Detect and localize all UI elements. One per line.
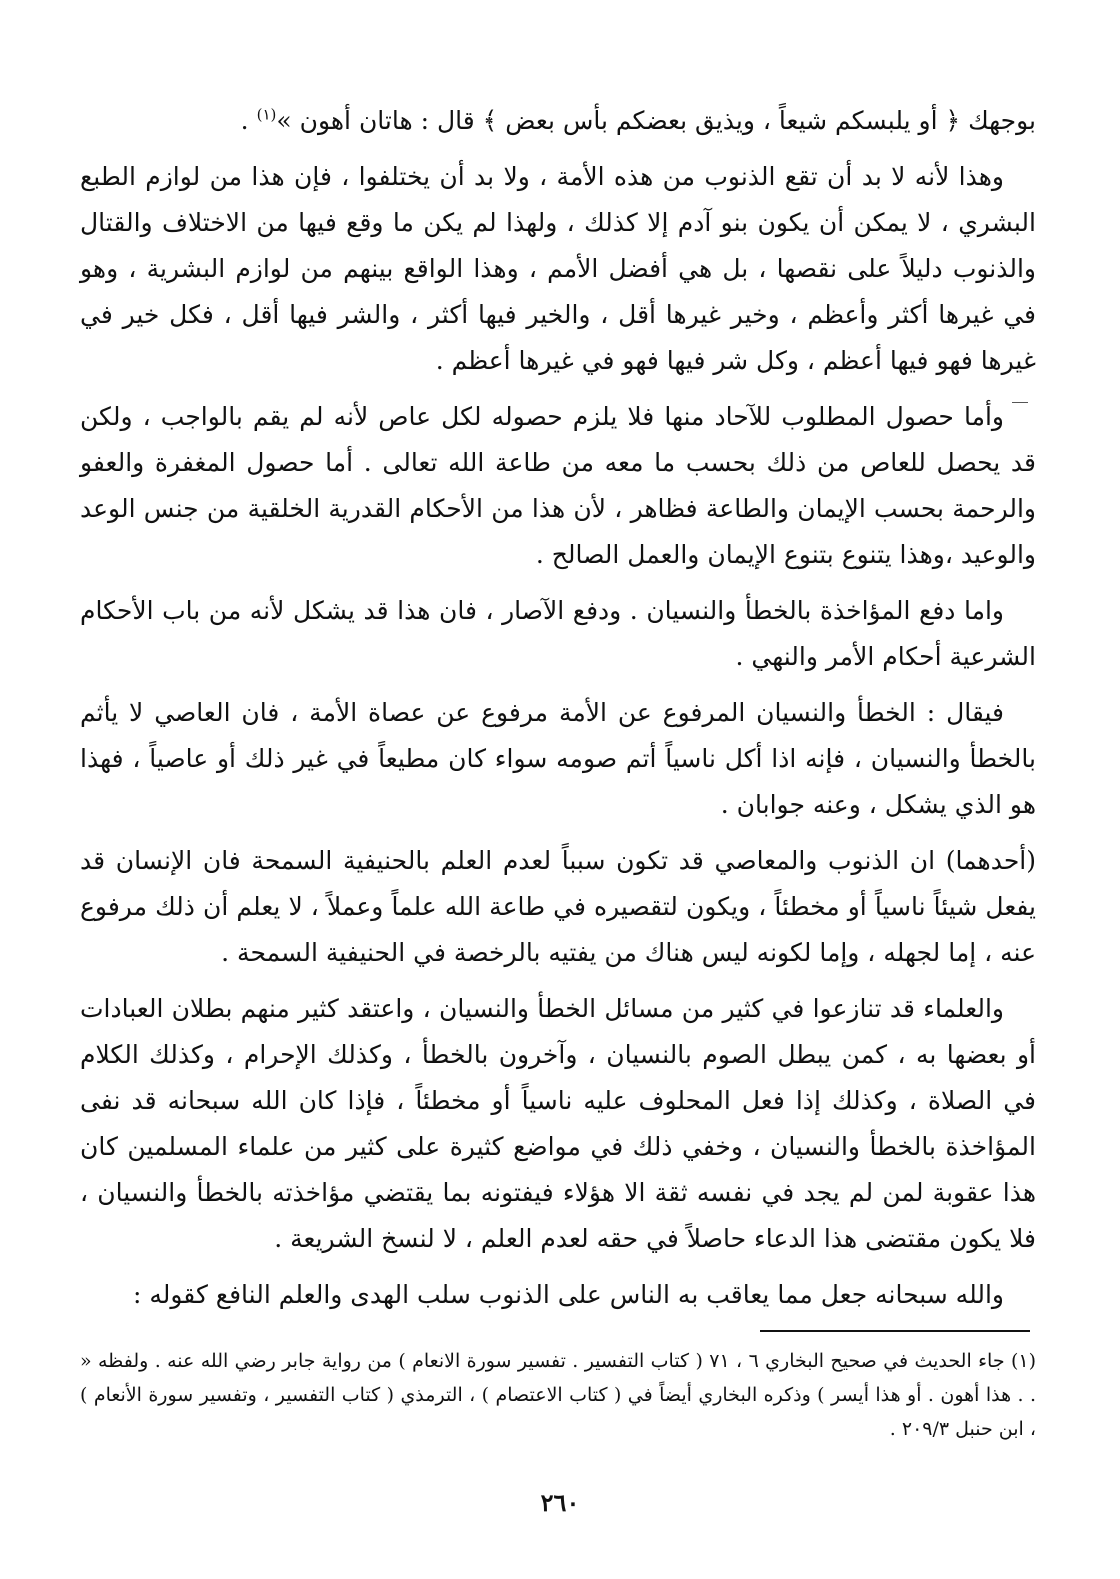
paragraph-6: (أحدهما) ان الذنوب والمعاصي قد تكون سبباً لعدم العلم بالحنيفية السمحة فان الإنسان قد يفعل شيئاً ناسياً أو مخطئاً ، ويكون لتقصيره في طاعة الله علماً وعملاً ، لا يعلم أن ذلك مرفوع عنه ، إما لجهله ، وإما لكونه ليس هناك من يفتيه بالرخصة في الحنيفية السمحة . [80, 846, 1036, 967]
paragraph-7: والعلماء قد تنازعوا في كثير من مسائل الخطأ والنسيان ، واعتقد كثير منهم بطلان العبادات أو بعضها به ، كمن يبطل الصوم بالنسيان ، وآخرون بالخطأ ، وكذلك الإحرام ، وكذلك الكلام في الصلاة ، وكذلك إذا فعل المحلوف عليه ناسياً أو مخطئاً ، فإذا كان الله سبحانه قد نفى المؤاخذة بالخطأ والنسيان ، وخفي ذلك في مواضع كثيرة على كثير من علماء المسلمين كان هذا عقوبة لمن لم يجد في نفسه ثقة الا هؤلاء فيفتونه بما يقتضي مؤاخذته بالخطأ والنسيان ، فلا يكون مقتضى هذا الدعاء حاصلاً في حقه لعدم العلم ، لا لنسخ الشريعة . [80, 994, 1036, 1253]
footnote-reference[interactable]: (١) [256, 105, 277, 124]
page-number: ٢٦٠ [540, 1488, 580, 1517]
paragraph-1-end: . [240, 106, 257, 135]
paragraph-2: وهذا لأنه لا بد أن تقع الذنوب من هذه الأمة ، ولا بد أن يختلفوا ، فإن هذا من لوازم الطبع البشري ، لا يمكن أن يكون بنو آدم إلا كذلك ، ولهذا لم يكن ما وقع فيها من الاختلاف والقتال والذنوب دليلاً على نقصها ، بل هي أفضل الأمم ، وهذا الواقع بينهم من لوازم البشرية ، وهو في غيرها أكثر وأعظم ، وخير غيرها أقل ، والخير فيها أكثر ، والشر فيها أقل ، فكل خير في غيرها فهو فيها أعظم ، وكل شر فيها فهو في غيرها أعظم . [80, 162, 1036, 375]
paragraph-1-text: بوجهك ﴿ أو يلبسكم شيعاً ، ويذيق بعضكم بأس بعض ﴾ قال : هاتان أهون » [276, 106, 1036, 135]
paragraph-4: واما دفع المؤاخذة بالخطأ والنسيان . ودفع الآصار ، فان هذا قد يشكل لأنه من باب الأحكام الشرعية أحكام الأمر والنهي . [80, 596, 1036, 671]
paragraph-5: فيقال : الخطأ والنسيان المرفوع عن الأمة مرفوع عن عصاة الأمة ، فان العاصي لا يأثم بالخطأ والنسيان ، فإنه اذا أكل ناسياً أتم صومه سواء كان مطيعاً في غير ذلك أو عاصياً ، فهذا هو الذي يشكل ، وعنه جوابان . [80, 698, 1036, 819]
paragraph-3: وأما حصول المطلوب للآحاد منها فلا يلزم حصوله لكل عاص لأنه لم يقم بالواجب ، ولكن قد يحصل للعاص من ذلك بحسب ما معه من طاعة الله تعالى . أما حصول المغفرة والعفو والرحمة بحسب الإيمان والطاعة فظاهر ، لأن هذا من الأحكام القدرية الخلقية من جنس الوعد والوعيد ،وهذا يتنوع بتنوع الإيمان والعمل الصالح . [80, 402, 1036, 569]
footnote-divider [760, 1330, 1030, 1332]
paragraph-8: والله سبحانه جعل مما يعاقب به الناس على الذنوب سلب الهدى والعلم النافع كقوله : [133, 1280, 1004, 1309]
footnotes [80, 1344, 1036, 1446]
margin-mark [1012, 402, 1028, 403]
footnote-1: (١) جاء الحديث في صحيح البخاري ٦ ، ٧١ ( كتاب التفسير . تفسير سورة الانعام ) من رواية جابر رضي الله عنه . ولفظه « . . هذا أهون . أو هذا أيسر ) وذكره البخاري أيضاً في ( كتاب الاعتصام ) ، الترمذي ( كتاب التفسير ، وتفسير سورة الأنعام ) ، ابن حنبل ٢٠٩/٣ . [80, 1350, 1036, 1440]
paragraph-1 [80, 98, 1036, 144]
